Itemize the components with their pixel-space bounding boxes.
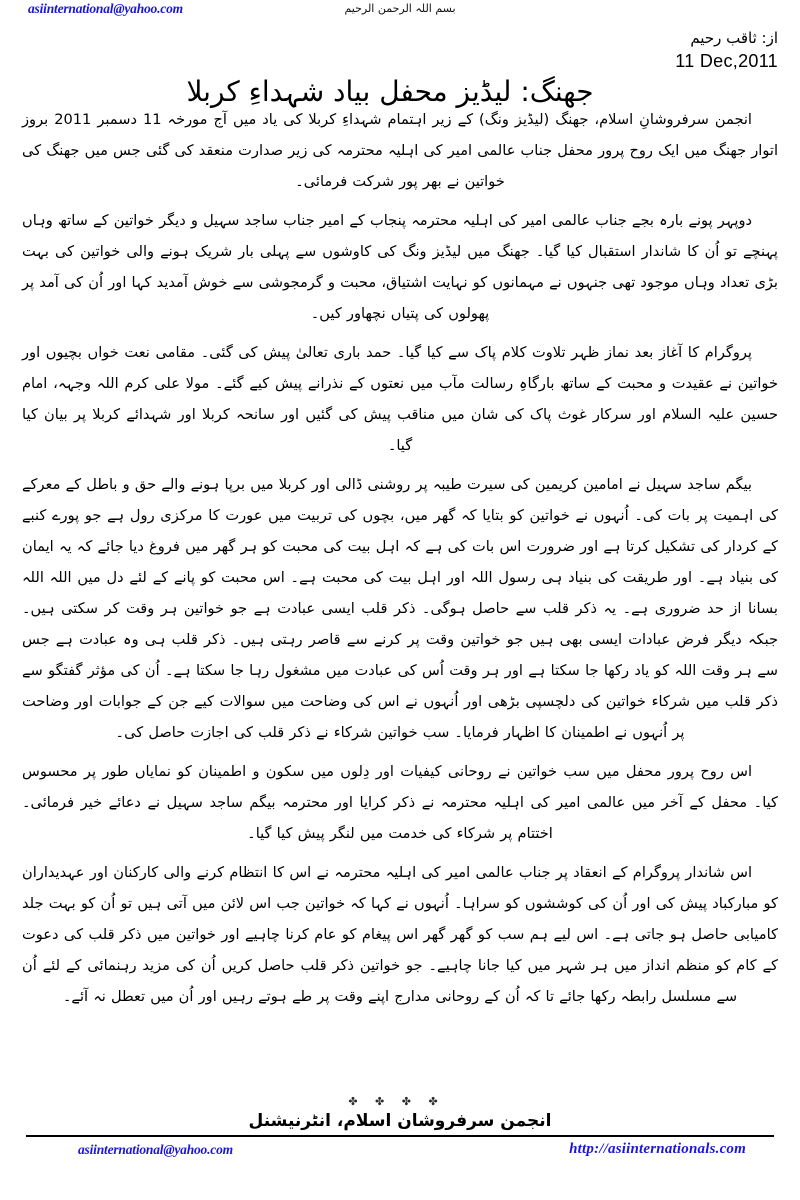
article-paragraph: دوپہر پونے بارہ بجے جناب عالمی امیر کی اہلیہ محترمہ پنجاب کے امیر جناب ساجد سہیل و دیگر خواتین کے ساتھ وہاں پہنچے تو اُن کا شاندار استقبال کیا گیا۔ جھنگ میں لیڈیز ونگ کی کاوشوں سے پہلی بار شریک ہونے والی خواتین کی بہت بڑی تعداد وہاں موجود تھی جنہوں نے مہمانوں کو نہایت اشتیاق، محبت و گرمجوشی سے خوش آمدید کہا اور اُن کی آمد پر پھولوں کی پتیاں نچھاور کیں۔: [22, 212, 778, 322]
article-paragraph: پروگرام کا آغاز بعد نماز ظہر تلاوت کلام پاک سے کیا گیا۔ حمد باری تعالیٰ پیش کی گئی۔ مقامی نعت خواں بچیوں اور خواتین نے عقیدت و محبت کے ساتھ بارگاہِ رسالت مآب میں نعتوں کے نذرانے پیش کیے گئے۔ مولا علی کرم اللہ وجہہ، امام حسین علیہ السلام اور سرکار غوث پاک کی شان میں مناقب پیش کی گئیں اور سانحہ کربلا اور شہدائے کربلا پر بیان کیا گیا۔: [22, 344, 778, 454]
footer-divider: [26, 1135, 774, 1137]
article-paragraph: بیگم ساجد سہیل نے امامین کریمین کی سیرت طیبہ پر روشنی ڈالی اور کربلا میں برپا ہونے والے حق و باطل کے معرکے کی اہمیت پر بات کی۔ اُنہوں نے خواتین کو بتایا کہ گھر میں، بچوں کی تربیت میں عورت کا مرکزی رول ہے جو پورے کنبے کے کردار کی تشکیل کرتا ہے اور ضرورت اس بات کی ہے کہ اہل بیت کی محبت کو ہر گھر میں فروغ دیا جائے کہ یہ ایمان کی بنیاد ہے۔ اور طریقت کی بنیاد ہی رسول اللہ اور اہل بیت کی محبت ہے۔ اس محبت کو پانے کے لئے دل میں اللہ اللہ بسانا از حد ضروری ہے۔ یہ ذکر قلب سے حاصل ہوگی۔ ذکر قلب ایسی عبادت ہے جو خواتین ہر وقت کر سکتی ہیں۔ جبکہ دیگر فرض عبادات ایسی بھی ہیں جو خواتین وقت پر کرنے سے قاصر رہتی ہیں۔ ذکر قلب ہی وہ عبادت ہے جس سے ہر وقت اللہ کو یاد رکھا جا سکتا ہے اور ہر وقت اُس کی عبادت میں مشغول رہا جا سکتا ہے۔ اُن کی مؤثر گفتگو سے ذکر قلب میں شرکاء خواتین کی دلچسپی بڑھی اور اُنہوں نے اس کی وضاحت میں سوالات کیے جن کے جوابات اور وضاحت پر اُنہوں نے اطمینان کا اظہار فرمایا۔ سب خواتین شرکاء نے ذکر قلب کی اجازت حاصل کی۔: [22, 476, 778, 741]
bismillah-text: بسم اللہ الرحمن الرحیم: [344, 2, 456, 15]
document-footer: [0, 1096, 800, 1166]
article-paragraph: اس روح پرور محفل میں سب خواتین نے روحانی کیفیات اور دِلوں میں سکون و اطمینان کو نمایاں طور پر محسوس کیا۔ محفل کے آخر میں عالمی امیر کی اہلیہ محترمہ نے ذکر کرایا اور محترمہ بیگم ساجد سہیل نے دعائے خیر فرمائی۔ اختتام پر شرکاء کی خدمت میں لنگر پیش کیا گیا۔: [22, 763, 778, 842]
page-title: جھنگ: لیڈیز محفل بیاد شہداءِ کربلا: [186, 74, 594, 108]
footer-website-link[interactable]: http://asiinternationals.com: [569, 1141, 746, 1157]
article-paragraph: انجمن سرفروشانِ اسلام، جھنگ (لیڈیز ونگ) کے زیر اہتمام شہداءِ کربلا کی یاد میں آج مورخہ 11 دسمبر 2011 بروز اتوار جھنگ میں ایک روح پرور محفل جناب عالمی امیر کی اہلیہ محترمہ کی زیر صدارت منعقد کی گئی جس میں جھنگ کی خواتین نے بھر پور شرکت فرمائی۔: [21, 111, 778, 190]
article-paragraph: اس شاندار پروگرام کے انعقاد پر جناب عالمی امیر کی اہلیہ محترمہ نے اس کا انتظام کرنے والی کارکنان اور عہدیداران کو مبارکباد پیش کی اور اُن کی کوششوں کو سراہا۔ اُنہوں نے کہا کہ خواتین جب اس لائن میں آتی ہیں تو اُن کو بہت جلد کامیابی حاصل ہو جاتی ہے۔ اس لیے ہم سب کو گھر گھر اس پیغام کو عام کرنا چاہیے اور خواتین میں ذکر قلب کی دعوت کے کام کو منظم انداز میں ہر شہر میں کیا جانا چاہیے۔ جو خواتین ذکر قلب حاصل کریں اُن کی مزید رہنمائی کے لئے اُن سے مسلسل رابطہ رکھا جائے تا کہ اُن کے روحانی مدارج اپنے وقت پر طے ہوتے رہیں اور اُن میں تعطل نہ آئے۔: [22, 864, 778, 1005]
footer-email-link[interactable]: asiinternational@yahoo.com: [78, 1142, 233, 1157]
author-byline: از: ثاقب رحیم: [690, 29, 778, 47]
star-ornament-icon: ✤ ✤ ✤ ✤: [348, 1095, 445, 1108]
publication-date: 11 Dec,2011: [675, 51, 778, 71]
header-email-link[interactable]: asiinternational@yahoo.com: [28, 1, 183, 16]
article-body: [22, 104, 778, 1012]
footer-links: [28, 1142, 772, 1166]
organization-name: انجمن سرفروشان اسلام، انٹرنیشنل: [248, 1111, 552, 1131]
